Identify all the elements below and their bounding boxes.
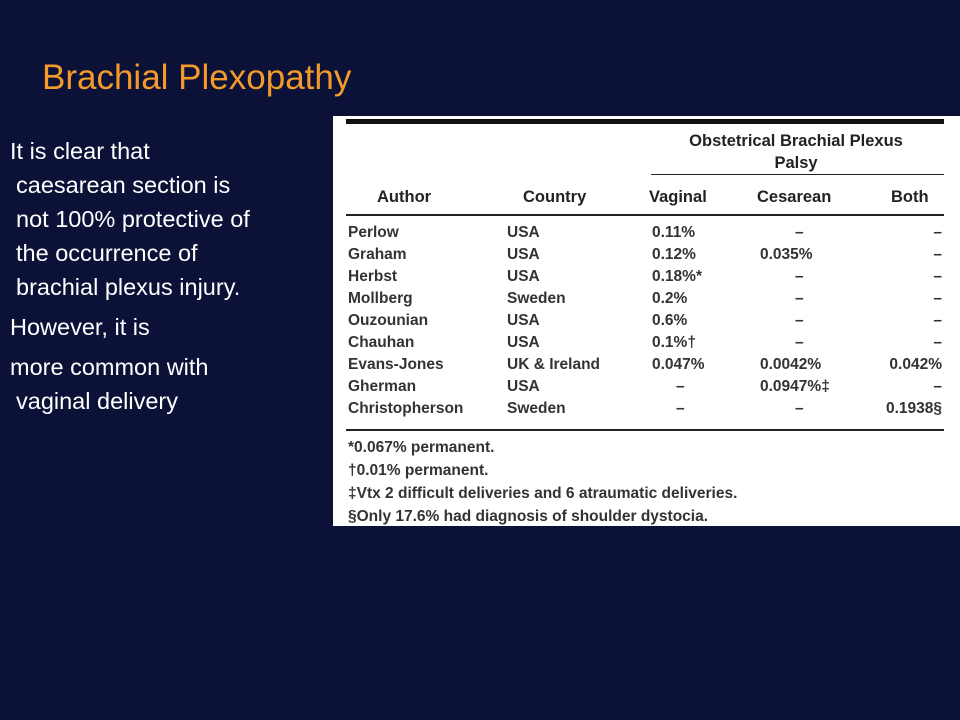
cell-cesarean: –: [795, 312, 804, 329]
bullet-paragraph: [10, 310, 326, 344]
cell-author: Graham: [348, 246, 407, 263]
cell-country: Sweden: [507, 290, 566, 307]
table-row: [333, 334, 960, 356]
bullet-list: [10, 134, 326, 424]
column-header-vaginal: Vaginal: [649, 188, 707, 206]
bullet-line: It is clear that: [10, 138, 150, 164]
column-group-header-line: Palsy: [774, 154, 818, 172]
column-header-author: Author: [377, 188, 432, 206]
cell-author: Christopherson: [348, 400, 464, 417]
cell-author: Ouzounian: [348, 312, 429, 329]
bullet-line: However, it is: [10, 314, 150, 340]
bullet-line: more common with: [10, 354, 209, 380]
cell-country: USA: [507, 224, 540, 241]
bullet-line: caesarean section is: [16, 172, 231, 198]
cell-cesarean: –: [795, 268, 804, 285]
cell-vaginal: –: [676, 400, 685, 417]
cell-cesarean: –: [795, 334, 804, 351]
cell-cesarean: –: [795, 224, 804, 241]
bullet-line: not 100% protective of: [16, 206, 250, 232]
footnote: §Only 17.6% had diagnosis of shoulder dystocia.: [348, 508, 709, 525]
table-row: [333, 356, 960, 378]
cell-author: Chauhan: [348, 334, 415, 351]
cell-both: 0.1938§: [885, 400, 942, 417]
cell-cesarean: 0.0947%‡: [760, 378, 830, 395]
cell-country: USA: [507, 268, 540, 285]
cell-country: Sweden: [507, 400, 566, 417]
table-row: [333, 246, 960, 268]
cell-vaginal: 0.1%†: [652, 334, 696, 351]
bullet-line: brachial plexus injury.: [16, 274, 241, 300]
column-group-header: [651, 130, 941, 174]
cell-both: 0.042%: [889, 356, 942, 373]
table-top-rule: [346, 119, 944, 124]
cell-vaginal: 0.047%: [652, 356, 705, 373]
cell-author: Herbst: [348, 268, 398, 285]
column-header-cesarean: Cesarean: [757, 188, 832, 206]
table-bottom-rule: [346, 429, 944, 431]
slide-title: Brachial Plexopathy: [42, 58, 352, 97]
cell-cesarean: –: [795, 290, 804, 307]
bullet-paragraph: [10, 134, 326, 304]
column-header-country: Country: [523, 188, 587, 206]
table-row: [333, 224, 960, 246]
cell-author: Gherman: [348, 378, 417, 395]
cell-cesarean: 0.0042%: [760, 356, 822, 373]
cell-vaginal: 0.18%*: [652, 268, 702, 285]
cell-vaginal: 0.2%: [652, 290, 688, 307]
cell-both: –: [933, 246, 942, 263]
cell-both: –: [933, 268, 942, 285]
cell-cesarean: –: [795, 400, 804, 417]
header-rule: [346, 214, 944, 216]
cell-both: –: [933, 290, 942, 307]
cell-both: –: [933, 378, 942, 395]
footnote: †0.01% permanent.: [348, 462, 489, 479]
cell-vaginal: 0.12%: [652, 246, 696, 263]
group-rule: [651, 174, 944, 175]
table-row: [333, 312, 960, 334]
column-group-header-line: Obstetrical Brachial Plexus: [689, 132, 903, 150]
cell-both: –: [933, 312, 942, 329]
cell-author: Perlow: [348, 224, 399, 241]
cell-country: USA: [507, 246, 540, 263]
table-footnotes: [348, 436, 737, 526]
footnote: *0.067% permanent.: [348, 439, 495, 456]
bullet-line: the occurrence of: [16, 240, 198, 266]
cell-country: USA: [507, 378, 540, 395]
cell-author: Mollberg: [348, 290, 413, 307]
table-row: [333, 378, 960, 400]
bullet-line: vaginal delivery: [16, 388, 178, 414]
table-row: [333, 400, 960, 422]
column-header-both: Both: [891, 188, 929, 206]
table-row: [333, 290, 960, 312]
data-table: [333, 116, 960, 526]
cell-both: –: [933, 224, 942, 241]
footnote: ‡Vtx 2 difficult deliveries and 6 atraumatic deliveries.: [348, 485, 738, 502]
cell-country: UK & Ireland: [507, 356, 601, 373]
bullet-paragraph: [10, 350, 326, 418]
cell-country: USA: [507, 334, 540, 351]
cell-both: –: [933, 334, 942, 351]
cell-vaginal: –: [676, 378, 685, 395]
cell-country: USA: [507, 312, 540, 329]
cell-vaginal: 0.11%: [652, 224, 696, 241]
cell-vaginal: 0.6%: [652, 312, 688, 329]
cell-author: Evans-Jones: [348, 356, 444, 373]
cell-cesarean: 0.035%: [760, 246, 813, 263]
table-row: [333, 268, 960, 290]
